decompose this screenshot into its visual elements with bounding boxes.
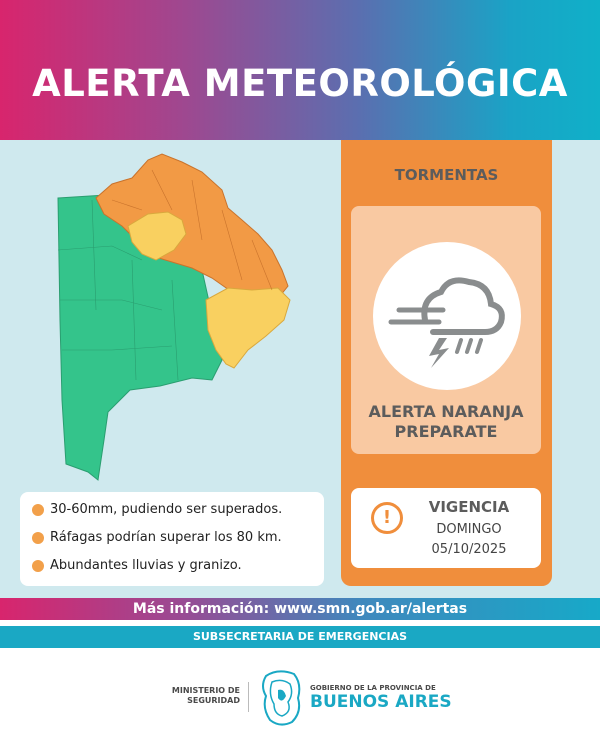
list-item — [32, 558, 242, 573]
vigencia-day: DOMINGO — [436, 522, 502, 537]
info-link[interactable]: Más información: www.smn.gob.ar/alertas — [132, 601, 468, 617]
province-map — [52, 150, 302, 490]
alert-level — [351, 402, 541, 442]
bullet-list — [20, 492, 324, 586]
ministry-line1: MINISTERIO DE — [171, 686, 240, 695]
page-title: ALERTA METEOROLÓGICA — [32, 62, 568, 105]
gov-label-main: BUENOS AIRES — [310, 692, 452, 712]
vigencia-box — [351, 488, 541, 568]
gov-label-top: GOBIERNO DE LA PROVINCIA DE — [310, 684, 436, 692]
footer — [0, 648, 600, 750]
list-item — [32, 530, 282, 545]
bullet-dot-icon — [32, 504, 44, 516]
info-bar — [0, 598, 600, 620]
storm-cloud-icon — [373, 242, 521, 390]
alert-panel — [341, 140, 552, 586]
main-area — [0, 140, 600, 598]
subsecretaria-label: SUBSECRETARIA DE EMERGENCIAS — [192, 630, 408, 643]
alert-level-line2: PREPARATE — [394, 422, 498, 441]
bullet-text: 30-60mm, pudiendo ser superados. — [50, 502, 283, 517]
alert-category: TORMENTAS — [394, 166, 499, 184]
bullet-dot-icon — [32, 560, 44, 572]
bullet-text: Ráfagas podrían superar los 80 km. — [50, 530, 282, 545]
province-emblem-icon — [258, 668, 306, 728]
divider — [248, 682, 249, 712]
vigencia-date: 05/10/2025 — [431, 542, 507, 557]
header-banner — [0, 0, 600, 140]
list-item — [32, 502, 282, 517]
alert-box — [351, 206, 541, 454]
vigencia-label: VIGENCIA — [428, 498, 510, 516]
bullet-dot-icon — [32, 532, 44, 544]
bullet-text: Abundantes lluvias y granizo. — [50, 558, 242, 573]
alert-level-line1: ALERTA NARANJA — [368, 402, 524, 421]
sub-bar — [0, 626, 600, 648]
ministry-line2: SEGURIDAD — [187, 696, 240, 705]
exclamation-icon: ! — [371, 502, 403, 534]
ministry-label — [150, 686, 240, 706]
